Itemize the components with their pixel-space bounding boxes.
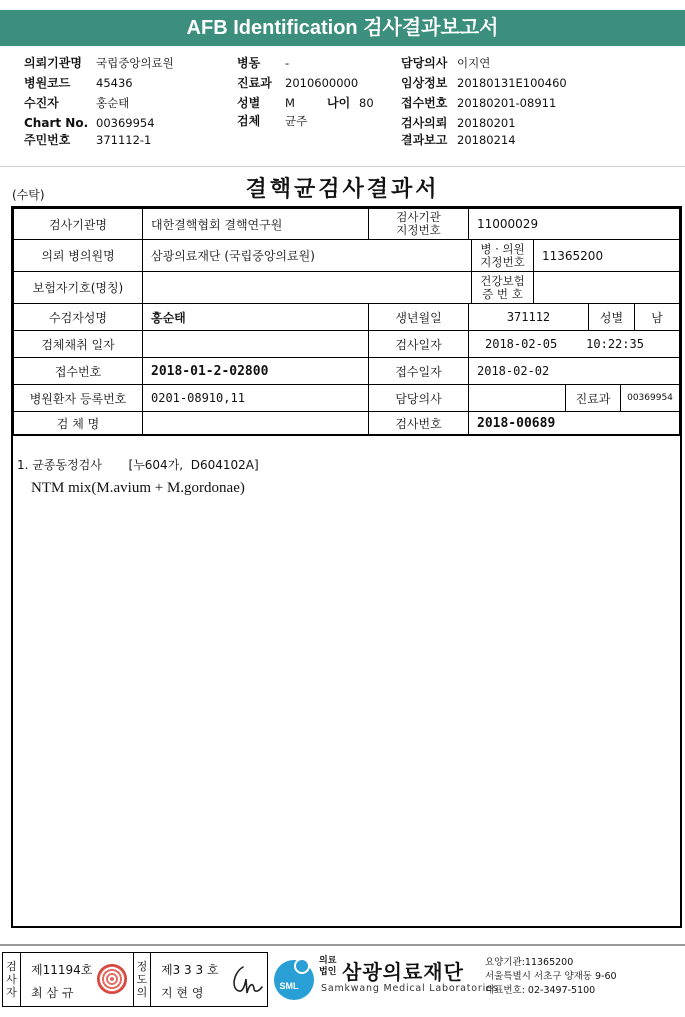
insurer-label: 보험자기호(명칭) — [13, 271, 143, 304]
health-insurance-label: 건강보험 증 번 호 — [471, 271, 534, 304]
result-form-table — [11, 206, 682, 436]
receipt-date-value: 2018-02-02 — [468, 357, 680, 385]
confirmer-label: 정 도 의 — [133, 953, 151, 1006]
header-patient: 수진자 홍순태 — [24, 96, 130, 110]
exam-number-value: 2018-00689 — [468, 411, 680, 435]
examiner-seal — [97, 964, 127, 994]
exam-number-label: 검사번호 — [368, 411, 469, 435]
registration-number-label: 병원환자 등록번호 — [13, 384, 143, 412]
department-value: 00369954 — [620, 384, 680, 412]
department-label: 진료과 — [565, 384, 621, 412]
test-result-line: NTM mix(M.avium + M.gordonae) — [31, 480, 245, 496]
exam-institution-label: 검사기관명 — [13, 208, 143, 240]
header-sex: 성별 M 나이 80 — [237, 96, 374, 110]
exam-institution-value: 대한결핵협회 결핵연구원 — [142, 208, 369, 240]
sml-logo-icon — [272, 955, 316, 1001]
header-report: 결과보고 20180214 — [401, 133, 516, 147]
svg-text:SML: SML — [279, 981, 299, 991]
footer-divider — [0, 944, 685, 946]
header-doctor: 담당의사 이지연 — [401, 56, 491, 70]
health-insurance-value — [533, 271, 680, 304]
header-rrn: 주민번호 371112-1 — [24, 133, 152, 147]
confirmer-name: 지 현 영 — [161, 986, 204, 1000]
registration-number-value: 0201-08910,11 — [142, 384, 369, 412]
org-english-name: Samkwang Medical Laboratories — [321, 983, 499, 994]
sex-value: 남 — [634, 303, 680, 331]
exam-institution-code-value: 11000029 — [468, 208, 680, 240]
header-receipt: 접수번호 20180201-08911 — [401, 96, 557, 110]
header-ward: 병동 - — [237, 56, 290, 70]
consignment-label: (수탁) — [12, 188, 45, 202]
header-clinical: 임상정보 20180131E100460 — [401, 76, 567, 90]
header-hospital-code: 병원코드 45436 — [24, 76, 133, 90]
org-prefix: 의료 법인 — [319, 956, 337, 977]
specimen-name-value — [142, 411, 369, 435]
result-area — [11, 436, 682, 928]
collection-date-label: 검체채취 일자 — [13, 330, 143, 358]
report-title-bar — [0, 10, 685, 46]
exam-date-label: 검사일자 — [368, 330, 469, 358]
examiner-name: 최 삼 규 — [31, 986, 74, 1000]
receipt-number-label: 접수번호 — [13, 357, 143, 385]
document-title: 결핵균검사결과서 — [245, 176, 440, 202]
report-title: AFB Identification 검사결과보고서 — [186, 17, 499, 39]
org-contact-info: 요양기관:11365200 서울특별시 서초구 양재동 9-60 대표번호: 02-3497-5100 — [485, 957, 617, 996]
header-chart: Chart No. 00369954 — [24, 116, 155, 130]
specimen-name-label: 검 체 명 — [13, 411, 143, 435]
request-hospital-label: 의뢰 병의원명 — [13, 239, 143, 272]
header-divider — [0, 166, 685, 167]
dob-label: 생년월일 — [368, 303, 469, 331]
signature-icon — [229, 959, 265, 999]
confirmer-license: 제3 3 3 호 — [161, 963, 219, 977]
sex-label: 성별 — [588, 303, 635, 331]
hospital-code-label: 병 · 의원 지정번호 — [471, 239, 534, 272]
header-specimen: 검체 균주 — [237, 114, 308, 128]
hospital-code-value: 11365200 — [533, 239, 680, 272]
exam-date-value: 2018-02-05 10:22:35 — [468, 330, 680, 358]
attending-doctor-label: 담당의사 — [368, 384, 469, 412]
attending-doctor-value — [468, 384, 566, 412]
dob-value: 371112 — [468, 303, 589, 331]
examiner-label: 검 사 자 — [3, 953, 21, 1006]
insurer-value — [142, 271, 472, 304]
collection-date-value — [142, 330, 369, 358]
org-name: 삼광의료재단 — [342, 960, 464, 984]
header-institution: 의뢰기관명 국립중앙의료원 — [24, 56, 174, 70]
receipt-date-label: 접수일자 — [368, 357, 469, 385]
exam-institution-code-label: 검사기관 지정번호 — [368, 208, 469, 240]
patient-name-value: 홍순태 — [142, 303, 369, 331]
receipt-number-value: 2018-01-2-02800 — [142, 357, 369, 385]
request-hospital-value: 삼광의료재단 (국립중앙의료원) — [142, 239, 472, 272]
patient-name-label: 수검자성명 — [13, 303, 143, 331]
header-request: 검사의뢰 20180201 — [401, 116, 516, 130]
header-dept: 진료과 2010600000 — [237, 76, 359, 90]
signature-box — [2, 952, 268, 1007]
test-item-line: 1. 균종동정검사 [누604가, D604102A] — [17, 458, 259, 472]
examiner-license: 제11194호 — [31, 963, 93, 977]
